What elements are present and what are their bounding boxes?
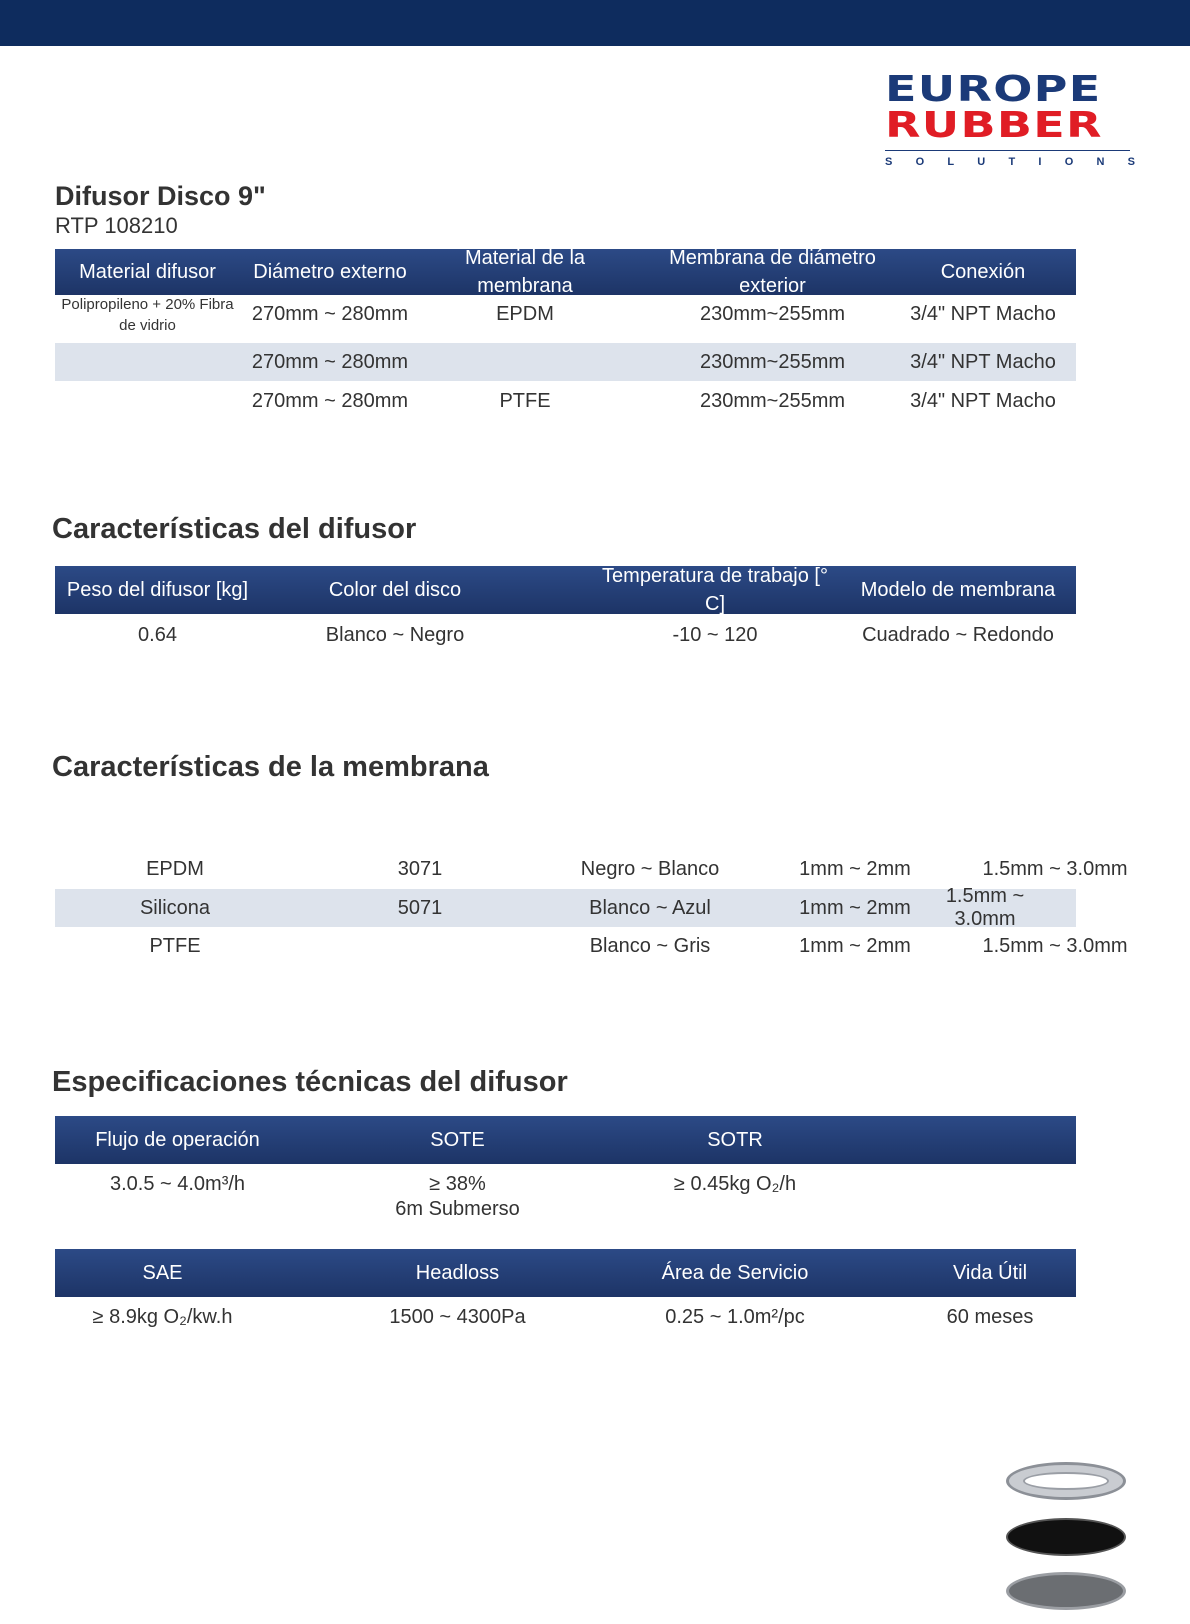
table-row: [55, 382, 1076, 420]
membrana-cell: 1mm ~ 2mm: [799, 857, 911, 880]
product-title: Difusor Disco 9": [55, 181, 266, 211]
membrana-cell: 1mm ~ 2mm: [799, 934, 911, 957]
specs-header-cell: Flujo de operación: [95, 1129, 260, 1151]
table1-cell: PTFE: [499, 389, 551, 412]
logo-line-europe: EUROPE: [885, 69, 1102, 110]
table1-cell: 270mm ~ 280mm: [251, 389, 409, 412]
logo-letter: I: [1038, 156, 1042, 168]
membrana-cell: 1mm ~ 2mm: [799, 896, 911, 919]
logo-letter: O: [915, 156, 925, 168]
difusor-header-cell: Temperatura de trabajo [° C]: [602, 565, 828, 615]
spec-value-area: 0.25 ~ 1.0m²/pc: [665, 1306, 805, 1328]
logo-line-solutions: [885, 156, 1135, 168]
difusor-header-cell: Color del disco: [328, 579, 462, 601]
difusor-cell: Blanco ~ Negro: [325, 623, 465, 646]
spec-value-flujo: 3.0.5 ~ 4.0m³/h: [109, 1173, 246, 1195]
logo-letter: S: [1127, 156, 1135, 168]
table-row: [55, 296, 1076, 333]
membrana-cell: 3071: [397, 857, 443, 880]
difusor-cell: -10 ~ 120: [672, 623, 758, 646]
specs-header-b: [55, 1249, 1076, 1297]
table1-header-cell: Membrana de diámetro exterior: [669, 247, 876, 297]
specs-header-cell: Headloss: [415, 1262, 500, 1284]
black-disc: [1006, 1518, 1126, 1556]
specs-header-cell: SOTE: [430, 1129, 485, 1151]
table1-cell: [435, 343, 615, 381]
table1-cell: 270mm ~ 280mm: [251, 303, 409, 325]
membrana-cell: [325, 927, 515, 965]
table-row: [55, 927, 1128, 965]
table1-cell: [55, 343, 240, 381]
spec-value-sae: ≥ 8.9kg O₂/kw.h: [92, 1306, 233, 1328]
table1-cell: EPDM: [496, 303, 554, 325]
difusor-header-cell: Modelo de membrana: [860, 579, 1056, 601]
spec-value-sote-depth: 6m Submerso: [395, 1198, 520, 1220]
section-title: Características de la membrana: [52, 751, 489, 783]
membrana-cell: Silicona: [139, 896, 211, 919]
logo-letter: L: [947, 156, 955, 168]
table1-cell: 3/4" NPT Macho: [910, 350, 1056, 373]
ring-disc: [1006, 1462, 1126, 1500]
grey-disc: [1006, 1572, 1126, 1610]
table-row: [55, 343, 1076, 381]
membrana-cell: 1.5mm ~ 3.0mm: [982, 934, 1128, 957]
specs-header-cell: SAE: [142, 1262, 183, 1284]
spec-value-sote: ≥ 38%: [429, 1173, 486, 1195]
table1-header: [55, 249, 1076, 295]
difusor-header-cell: Peso del difusor [kg]: [66, 579, 249, 601]
logo-letter: T: [1008, 156, 1016, 168]
section-title: Especificaciones técnicas del difusor: [52, 1066, 568, 1098]
table1-cell: 3/4" NPT Macho: [910, 389, 1056, 412]
table1-header-cell: Conexión: [940, 261, 1026, 283]
specs-header-cell: Vida Útil: [952, 1262, 1028, 1284]
ring-hole: [1023, 1472, 1109, 1490]
difusor-header: [55, 566, 1076, 614]
membrana-cell: Negro ~ Blanco: [580, 857, 720, 880]
spec-value-sotr: ≥ 0.45kg O₂/h: [673, 1173, 797, 1195]
table1-header-cell: Material difusor: [79, 261, 216, 283]
table1-header-cell: Material de la membrana: [464, 247, 586, 297]
spec-value-vida-util: 60 meses: [946, 1306, 1034, 1328]
membrana-cell: PTFE: [149, 934, 201, 957]
table1-cell: Polipropileno + 20% Fibra de vidrio: [61, 295, 234, 334]
top-bar: [0, 0, 1190, 46]
table1-cell: 3/4" NPT Macho: [910, 303, 1056, 325]
logo-line-rubber: RUBBER: [885, 105, 1103, 146]
membrana-cell: 5071: [397, 896, 443, 919]
table-row: [55, 850, 1128, 888]
membrana-cell-text: 1.5mm ~ 3.0mm: [945, 885, 1025, 930]
difusor-cell: Cuadrado ~ Redondo: [862, 623, 1054, 646]
table1-cell: 230mm~255mm: [699, 389, 846, 412]
section-title: Características del difusor: [52, 513, 417, 545]
logo-letter: U: [977, 156, 986, 168]
table1-cell: 230mm~255mm: [699, 303, 846, 325]
table1-cell: 230mm~255mm: [699, 350, 846, 373]
product-discs-image: [1000, 1462, 1132, 1612]
table1-cell: 270mm ~ 280mm: [251, 350, 409, 373]
logo-letter: O: [1064, 156, 1074, 168]
membrana-cell: [935, 885, 1075, 930]
table-row: [55, 885, 1076, 930]
specs-header-a: [55, 1116, 1076, 1164]
spec-value-headloss: 1500 ~ 4300Pa: [389, 1306, 526, 1328]
specs-header-cell: SOTR: [707, 1129, 763, 1151]
difusor-cell: 0.64: [138, 623, 177, 646]
table1-cell: [55, 382, 240, 420]
membrana-cell: EPDM: [146, 857, 204, 880]
specs-header-cell: Área de Servicio: [661, 1262, 809, 1284]
membrana-cell: 1.5mm ~ 3.0mm: [982, 857, 1128, 880]
logo-letter: S: [885, 156, 893, 168]
company-logo: [885, 69, 1135, 172]
table1-header-cell: Diámetro externo: [253, 261, 407, 283]
table-row: [55, 615, 1076, 655]
membrana-cell: Blanco ~ Azul: [589, 896, 711, 919]
product-code: RTP 108210: [55, 213, 178, 238]
logo-rule: [885, 150, 1130, 151]
membrana-cell: Blanco ~ Gris: [589, 934, 711, 957]
logo-letter: N: [1096, 156, 1105, 168]
